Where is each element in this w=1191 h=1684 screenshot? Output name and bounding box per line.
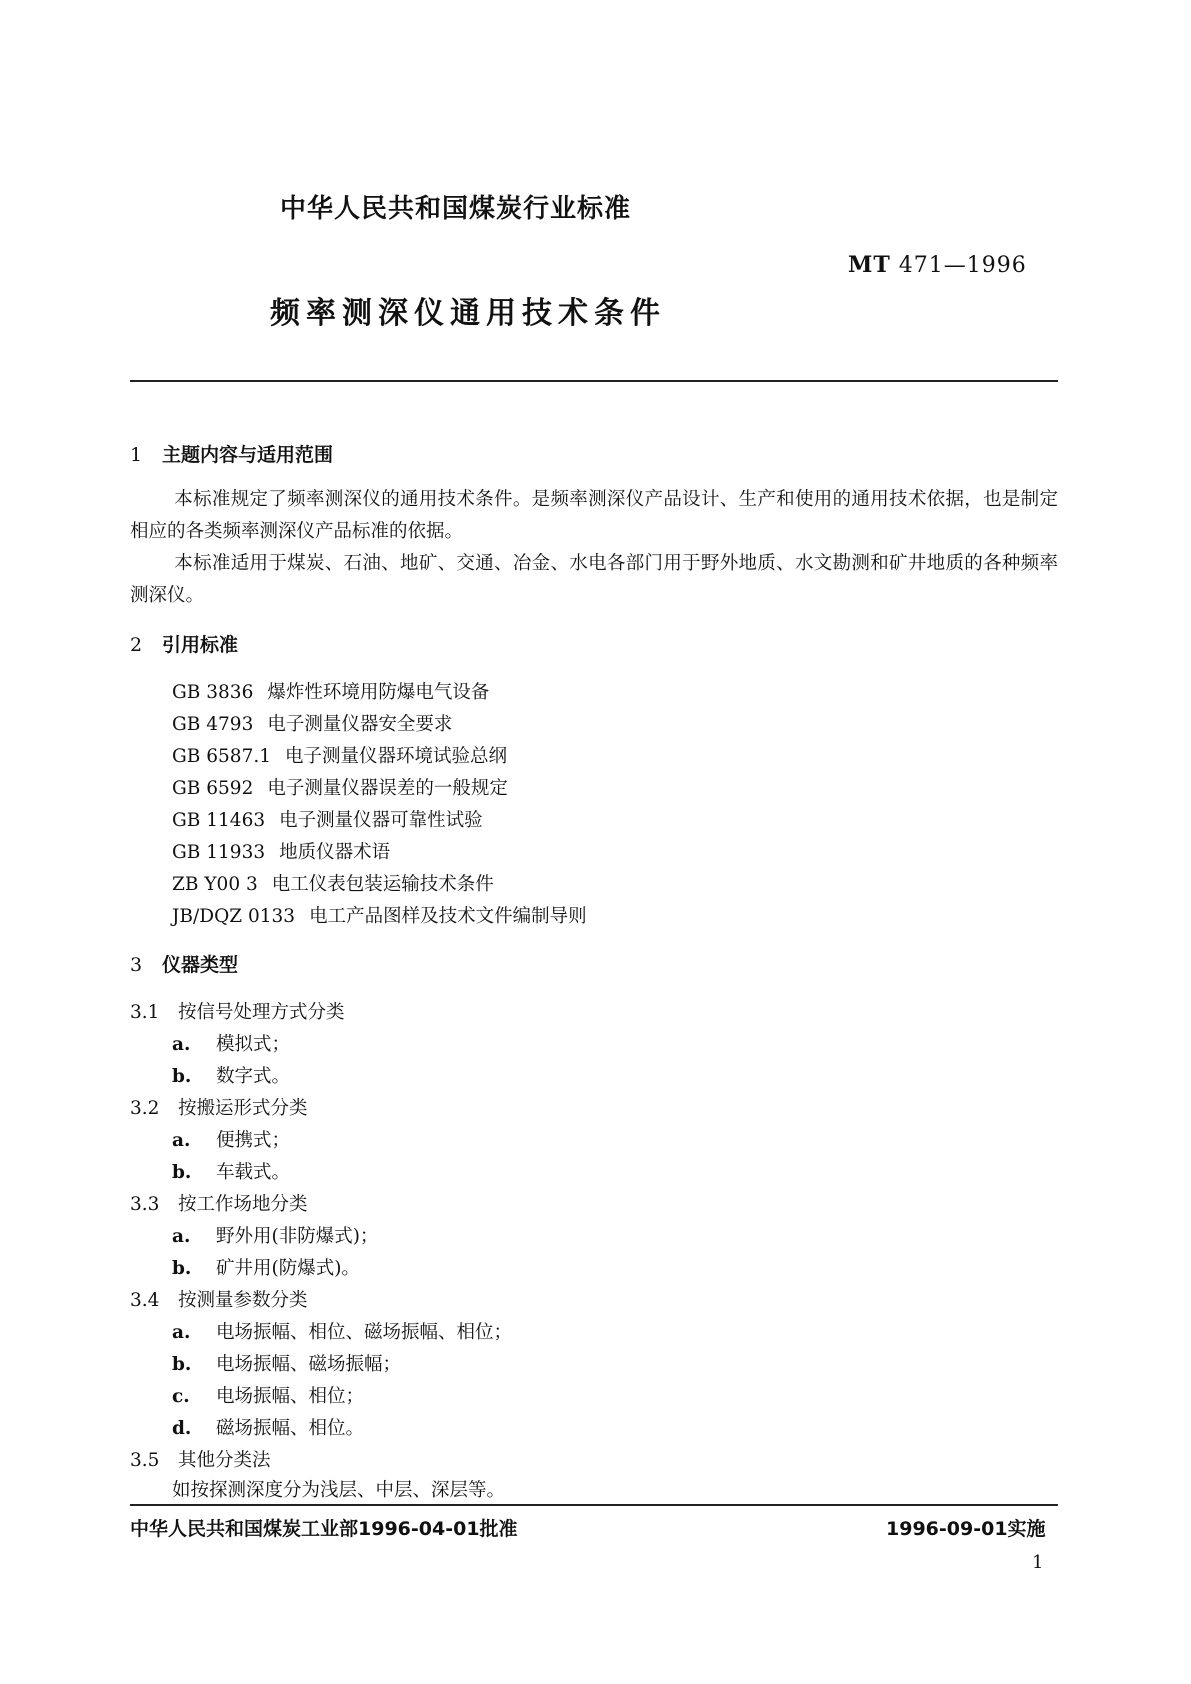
reference-title: 电子测量仪器环境试验总纲 — [285, 746, 508, 767]
list-item — [172, 1126, 290, 1152]
reference-title: 电子测量仪器安全要求 — [267, 714, 453, 735]
reference-item — [172, 902, 587, 928]
reference-item — [172, 742, 507, 768]
list-item — [172, 1350, 401, 1376]
subsection-heading — [130, 1286, 308, 1312]
list-item-label: b. — [172, 1258, 192, 1279]
reference-code: GB 6587.1 — [172, 746, 271, 767]
subsection-title: 按测量参数分类 — [178, 1290, 308, 1311]
industry-standard-heading: 中华人民共和国煤炭行业标准 — [280, 194, 632, 224]
list-item-text: 模拟式； — [216, 1034, 291, 1055]
list-item-label: a. — [172, 1322, 191, 1343]
standard-prefix: MT — [848, 252, 891, 278]
list-item — [172, 1382, 364, 1408]
list-item — [172, 1318, 512, 1344]
section-2-number: 2 — [130, 634, 143, 656]
list-item-label: b. — [172, 1066, 192, 1087]
section-3-number: 3 — [130, 954, 143, 976]
subsection-title: 其他分类法 — [178, 1450, 271, 1471]
list-item — [172, 1030, 290, 1056]
document-title: 频率测深仪通用技术条件 — [270, 296, 666, 331]
section-3-heading — [130, 950, 238, 977]
subsection-heading — [130, 1190, 308, 1216]
list-item-text: 便携式； — [216, 1130, 291, 1151]
list-item-label: c. — [172, 1386, 190, 1407]
reference-code: GB 11933 — [172, 842, 266, 863]
reference-title: 爆炸性环境用防爆电气设备 — [267, 682, 490, 703]
reference-code: GB 11463 — [172, 810, 266, 831]
list-item-label: b. — [172, 1162, 192, 1183]
list-item-text: 数字式。 — [216, 1066, 291, 1087]
list-item-label: d. — [172, 1418, 192, 1439]
list-item-label: a. — [172, 1226, 191, 1247]
reference-item — [172, 870, 494, 896]
section-1-paragraph-2-text: 本标准适用于煤炭、石油、地矿、交通、冶金、水电各部门用于野外地质、水文勘测和矿井地质的各种频率测深仪。 — [130, 553, 1058, 606]
section-1-heading — [130, 440, 333, 467]
list-item-text: 野外用(非防爆式)； — [216, 1226, 379, 1247]
subsection-number: 3.2 — [130, 1098, 160, 1119]
reference-item — [172, 838, 390, 864]
section-1-paragraph-2 — [130, 548, 1058, 612]
list-item-text: 车载式。 — [216, 1162, 291, 1183]
list-item — [172, 1062, 290, 1088]
section-2-heading — [130, 630, 238, 657]
subsection-note: 如按探测深度分为浅层、中层、深层等。 — [172, 1480, 506, 1501]
list-item-text: 电场振幅、相位； — [216, 1386, 365, 1407]
list-item — [172, 1222, 378, 1248]
subsection-title: 按工作场地分类 — [178, 1194, 308, 1215]
list-item — [172, 1254, 360, 1280]
list-item — [172, 1414, 364, 1440]
section-2-title: 引用标准 — [162, 634, 239, 656]
standard-code: 471—1996 — [898, 253, 1027, 278]
standard-number — [848, 252, 1027, 278]
subsection-heading — [130, 1094, 308, 1120]
subsection-number: 3.3 — [130, 1194, 160, 1215]
section-1-title: 主题内容与适用范围 — [162, 444, 334, 466]
list-item — [172, 1158, 290, 1184]
header-divider — [130, 380, 1058, 382]
reference-title: 电工仪表包装运输技术条件 — [271, 874, 494, 895]
list-item-label: a. — [172, 1034, 191, 1055]
subsection-heading — [130, 1446, 271, 1472]
section-1-paragraph-1-text: 本标准规定了频率测深仪的通用技术条件。是频率测深仪产品设计、生产和使用的通用技术依据，也是制定相应的各类频率测深仪产品标准的依据。 — [130, 489, 1058, 542]
reference-code: ZB Y00 3 — [172, 874, 258, 895]
list-item-label: a. — [172, 1130, 191, 1151]
reference-item — [172, 806, 483, 832]
page-number: 1 — [1032, 1552, 1044, 1573]
list-item-text: 磁场振幅、相位。 — [216, 1418, 365, 1439]
section-1-number: 1 — [130, 444, 143, 466]
reference-item — [172, 710, 452, 736]
reference-title: 地质仪器术语 — [279, 842, 391, 863]
subsection-number: 3.1 — [130, 1002, 160, 1023]
reference-item — [172, 678, 489, 704]
list-item-text: 电场振幅、磁场振幅； — [216, 1354, 402, 1375]
reference-code: GB 3836 — [172, 682, 254, 703]
reference-code: GB 6592 — [172, 778, 254, 799]
list-item-text: 电场振幅、相位、磁场振幅、相位； — [216, 1322, 513, 1343]
subsection-number: 3.4 — [130, 1290, 160, 1311]
reference-title: 电子测量仪器可靠性试验 — [279, 810, 483, 831]
subsection-title: 按信号处理方式分类 — [178, 1002, 345, 1023]
list-item-label: b. — [172, 1354, 192, 1375]
reference-title: 电子测量仪器误差的一般规定 — [267, 778, 508, 799]
reference-code: JB/DQZ 0133 — [172, 906, 296, 927]
implementation-date: 1996-09-01实施 — [886, 1518, 1046, 1540]
section-3-title: 仪器类型 — [162, 954, 239, 976]
list-item-text: 矿井用(防爆式)。 — [216, 1258, 360, 1279]
subsection-number: 3.5 — [130, 1450, 160, 1471]
subsection-title: 按搬运形式分类 — [178, 1098, 308, 1119]
approval-line: 中华人民共和国煤炭工业部1996-04-01批准 — [130, 1518, 518, 1540]
reference-title: 电工产品图样及技术文件编制导则 — [309, 906, 587, 927]
subsection-heading — [130, 998, 345, 1024]
reference-item — [172, 774, 508, 800]
reference-code: GB 4793 — [172, 714, 254, 735]
footer-divider — [130, 1504, 1058, 1506]
section-1-paragraph-1 — [130, 484, 1058, 548]
